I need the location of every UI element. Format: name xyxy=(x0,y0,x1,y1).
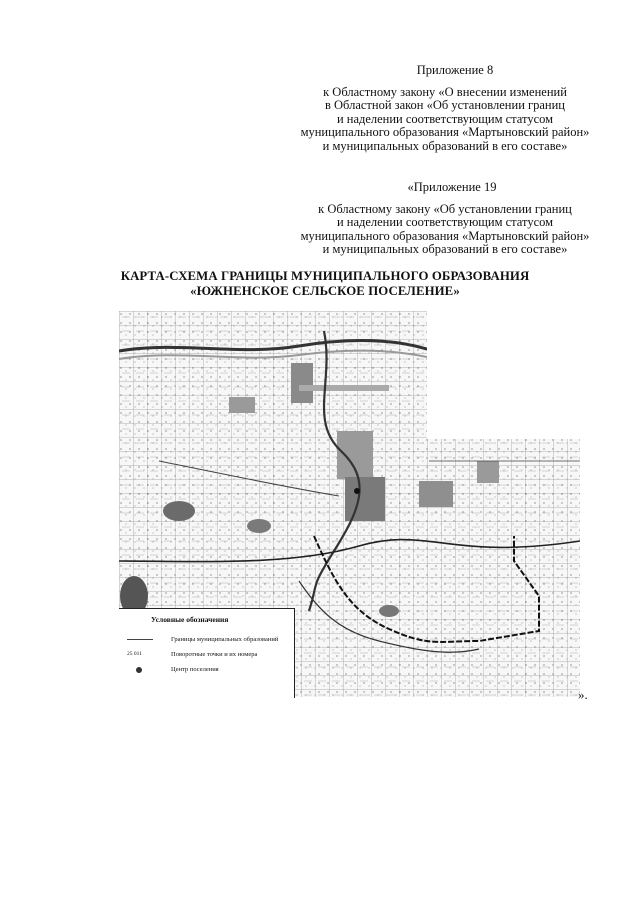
appendix-19-line: к Областному закону «Об установлении границ xyxy=(318,201,572,216)
appendix-8-header xyxy=(280,64,610,153)
appendix-8-line: и муниципальных образований в его составе» xyxy=(322,138,568,153)
appendix-8-line: муниципального образования «Мартыновский район» xyxy=(300,125,590,139)
legend-item-boundary xyxy=(119,635,294,645)
map-title xyxy=(60,269,590,299)
dot-icon xyxy=(136,667,142,673)
appendix-19-title: «Приложение 19 xyxy=(407,180,497,194)
appendix-8-line: и наделении соответствующим статусом xyxy=(336,111,554,126)
closing-quote-mark: ». xyxy=(578,687,588,702)
legend-item-label: Центр поселения xyxy=(171,666,219,673)
legend-title: Условные обозначения xyxy=(151,615,229,624)
map-legend xyxy=(119,608,295,698)
appendix-8-line: к Областному закону «О внесении изменений xyxy=(323,84,567,99)
legend-item-points xyxy=(119,650,294,660)
legend-item-center xyxy=(119,665,294,675)
legend-item-symbol: 25 011 xyxy=(127,651,142,657)
legend-item-label: Поворотные точки и их номера xyxy=(171,651,258,658)
appendix-19-line: и наделении соответствующим статусом xyxy=(336,215,554,229)
map-title-line-1: КАРТА-СХЕМА ГРАНИЦЫ МУНИЦИПАЛЬНОГО ОБРАЗОВАНИЯ xyxy=(120,269,530,283)
legend-item-label: Границы муниципальных образований xyxy=(171,636,279,643)
appendix-19-line: муниципального образования «Мартыновский район» xyxy=(300,228,590,243)
appendix-8-title: Приложение 8 xyxy=(416,63,494,77)
line-icon xyxy=(127,639,153,640)
appendix-19-header xyxy=(280,181,610,257)
map-title-line-2: «ЮЖНЕНСКОЕ СЕЛЬСКОЕ ПОСЕЛЕНИЕ» xyxy=(190,284,460,298)
appendix-19-line: и муниципальных образований в его составе» xyxy=(322,242,568,256)
appendix-8-line: в Областной закон «Об установлении границ xyxy=(324,98,565,112)
